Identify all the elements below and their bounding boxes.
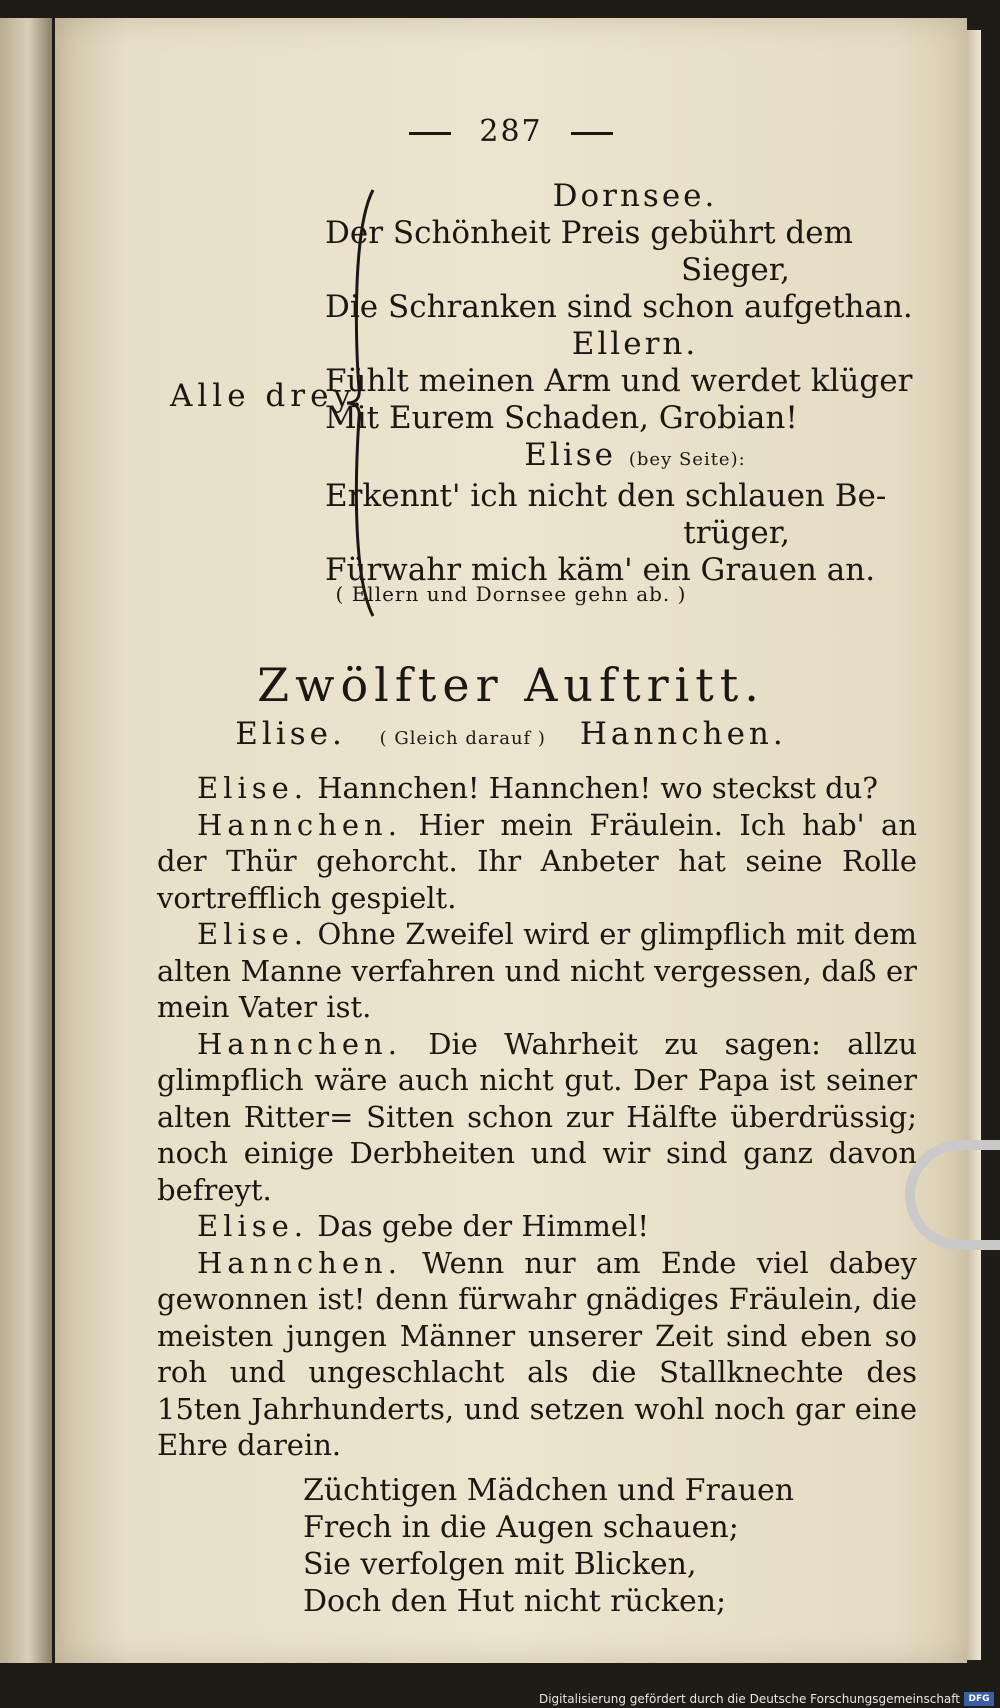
dash-right <box>571 132 613 135</box>
speaker-alle-drey: Alle drey. <box>170 378 367 414</box>
dialogue-paragraph <box>157 807 917 917</box>
aside: (bey Seite): <box>628 449 746 470</box>
verse-line: Der Schönheit Preis gebührt dem <box>325 215 853 251</box>
page-edge <box>967 30 981 1660</box>
verse-line: Fühlt meinen Arm und werdet klüger <box>325 363 913 399</box>
speech: Hier mein Fräulein. Ich hab' an der Thür gehorcht. Ihr Anbeter hat seine Rolle vortrefflich gespielt. <box>157 807 918 915</box>
speaker-elise: Elise <box>524 437 617 473</box>
poem-line: Züchtigen Mädchen und Frauen <box>303 1473 795 1508</box>
verse-line: Die Schranken sind schon aufgethan. <box>325 289 913 325</box>
dialogue-paragraph <box>157 1026 917 1209</box>
poem <box>303 1472 794 1620</box>
speech: Hannchen! Hannchen! wo steckst du? <box>317 771 878 805</box>
dialogue-paragraph <box>157 1245 917 1464</box>
verse-line: Fürwahr mich käm' ein Grauen an. <box>325 552 876 588</box>
dialogue-paragraph <box>157 770 917 807</box>
book-page <box>55 18 967 1663</box>
scene-title: Zwölfter Auftritt. <box>257 658 765 712</box>
verse-line: Erkennt' ich nicht den schlauen Be- <box>325 478 887 514</box>
speaker-elise-line <box>325 437 945 478</box>
poem-line: Sie verfolgen mit Blicken, <box>303 1547 697 1582</box>
speaker: Elise. <box>197 1209 308 1243</box>
stage-direction: ( Ellern und Dornsee gehn ab. ) <box>335 582 687 606</box>
footer-credit: Digitalisierung gefördert durch die Deutsche Forschungsgemeinschaft <box>538 1692 960 1706</box>
speech: Ohne Zweifel wird er glimpflich mit dem alten Manne verfahren und nicht vergessen, daß er mein Vater ist. <box>157 917 917 1024</box>
dialogue-paragraph <box>157 1208 917 1245</box>
persons-note: ( Gleich darauf ) <box>379 728 546 749</box>
facing-page-edge <box>0 18 52 1663</box>
dfg-logo: DFG <box>964 1692 994 1706</box>
verse-line: Sieger, <box>681 252 790 288</box>
dash-left <box>409 132 451 135</box>
person-elise: Elise. <box>235 716 346 752</box>
speaker: Elise. <box>197 771 308 805</box>
poem-line: Doch den Hut nicht rücken; <box>303 1584 727 1619</box>
verse-block <box>325 178 945 589</box>
speech: Wenn nur am Ende viel dabey gewonnen ist! denn fürwahr gnädiges Fräulein, die meisten jungen Männer unserer Zeit sind eben so roh und ungeschlacht als die Stallknechte des 15ten Jahrhunderts, und setzen wohl noch gar eine Ehre darein. <box>157 1245 918 1462</box>
verse-line: Mit Eurem Schaden, Grobian! <box>325 400 798 436</box>
speaker: Hannchen. <box>197 807 402 842</box>
dialogue-paragraph <box>157 916 917 1026</box>
speech: Die Wahrheit zu sagen: allzu glimpflich wäre auch nicht gut. Der Papa ist seiner alten Ritter= Sitten schon zur Hälfte überdrüssig; noch einige Derbheiten und wir sind ganz davon befreyt. <box>157 1026 917 1207</box>
verse-line: trüger, <box>683 515 790 551</box>
speaker: Elise. <box>197 917 308 951</box>
scene-persons <box>55 716 967 752</box>
person-hannchen: Hannchen. <box>579 716 787 752</box>
poem-line: Frech in die Augen schauen; <box>303 1510 739 1545</box>
speech: Das gebe der Himmel! <box>317 1209 649 1243</box>
page-number: 287 <box>55 114 967 149</box>
speaker: Hannchen. <box>197 1245 402 1280</box>
speaker-dornsee: Dornsee. <box>552 178 718 214</box>
speaker-ellern: Ellern. <box>571 326 699 362</box>
speaker: Hannchen. <box>197 1026 402 1061</box>
dialogue <box>157 770 917 1464</box>
